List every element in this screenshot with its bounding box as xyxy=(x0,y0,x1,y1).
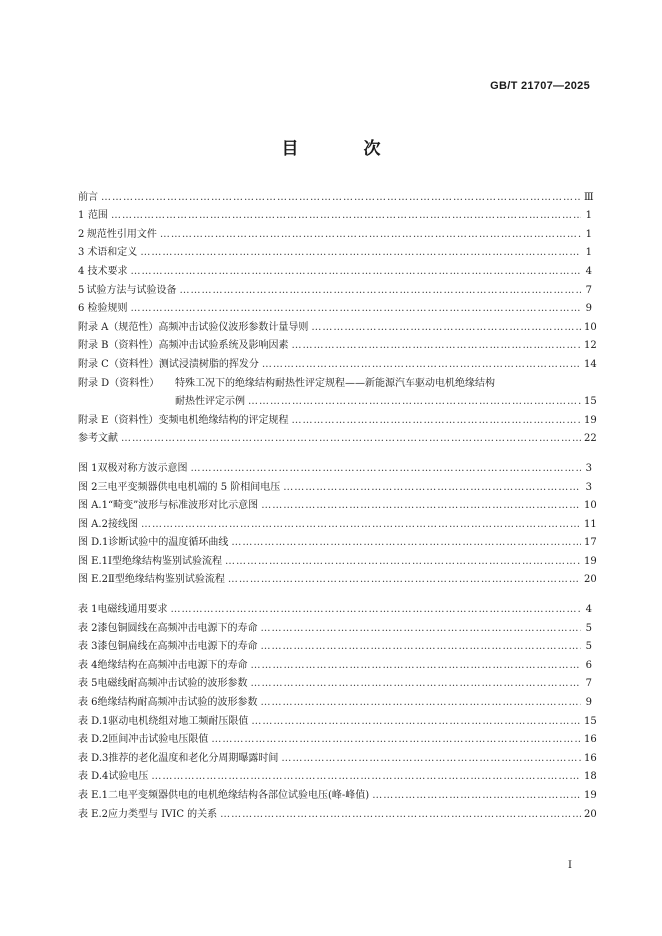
toc-entry-title: 应力类型与 IVIC 的关系 xyxy=(108,808,218,820)
table-of-contents xyxy=(78,186,597,833)
dot-leader xyxy=(283,481,581,495)
toc-entry-page: 20 xyxy=(584,808,597,820)
toc-entry-title: 高频冲击试验仪波形参数计量导则 xyxy=(158,321,309,333)
toc-entry-title: 电磁线耐高频冲击试验的波形参数 xyxy=(97,678,248,690)
toc-entry-title: 范围 xyxy=(87,210,108,222)
toc-entry[interactable] xyxy=(78,654,592,673)
toc-entry-page: Ⅲ xyxy=(584,191,594,203)
toc-entry-label: 表 E.1 xyxy=(78,790,109,801)
toc-entry-title: 绝缘结构耐高频冲击试验的波形参数 xyxy=(97,697,258,709)
toc-entry-label: 附录 A（规范性） xyxy=(78,321,159,333)
toc-entry-page: 1 xyxy=(585,210,592,222)
toc-entry[interactable] xyxy=(78,391,597,410)
dot-leader xyxy=(121,432,581,446)
dot-leader xyxy=(228,573,581,587)
toc-entry-label: 附录 E（资料性） xyxy=(78,414,159,426)
toc-entry-title: 技术要求 xyxy=(87,265,128,277)
toc-entry-title: “畸变”波形与标准波形对比示意图 xyxy=(107,500,259,512)
toc-entry[interactable] xyxy=(78,372,592,391)
toc-entry-label: 附录 C（资料性） xyxy=(78,358,159,370)
dot-leader xyxy=(292,339,581,353)
toc-entry-page: 22 xyxy=(584,433,597,445)
toc-entry[interactable] xyxy=(78,316,597,335)
toc-entry-page: 11 xyxy=(584,518,597,530)
toc-entry-title: 诊断试验中的温度循环曲线 xyxy=(108,537,229,549)
toc-entry-title: 电磁线通用要求 xyxy=(97,604,168,616)
dot-leader xyxy=(261,640,581,654)
dot-leader xyxy=(101,191,581,205)
toc-entry-page: 19 xyxy=(584,555,597,567)
toc-entry[interactable] xyxy=(78,598,592,617)
toc-entry-page: 18 xyxy=(584,771,597,783)
toc-entry[interactable] xyxy=(78,428,597,447)
toc-entry[interactable] xyxy=(78,476,592,495)
toc-entry-label: 5 xyxy=(78,284,85,296)
toc-entry-label: 表 6 xyxy=(78,697,98,709)
toc-entry[interactable] xyxy=(78,223,592,242)
standard-code: GB/T 21707—2025 xyxy=(490,80,590,92)
toc-entry[interactable] xyxy=(78,457,592,476)
dot-leader xyxy=(251,715,581,729)
toc-entry-label: 图 2 xyxy=(78,481,98,493)
toc-entry-label: 图 1 xyxy=(78,462,98,474)
toc-entry-page: 12 xyxy=(584,340,597,352)
toc-entry-title: 高频冲击试验系统及影响因素 xyxy=(158,340,289,352)
toc-entry-page: 10 xyxy=(584,500,597,512)
toc-entry-page: 5 xyxy=(585,622,592,634)
dot-leader xyxy=(225,555,581,569)
toc-entry[interactable] xyxy=(78,803,597,822)
toc-entry-page: 7 xyxy=(585,678,592,690)
toc-entry-page: 19 xyxy=(584,790,597,801)
toc-entry[interactable] xyxy=(78,569,597,588)
toc-entry[interactable] xyxy=(78,673,592,692)
toc-entry[interactable] xyxy=(78,298,592,317)
toc-entry-page: 3 xyxy=(585,462,592,474)
toc-entry-page: 17 xyxy=(584,537,597,549)
toc-entry-label: 2 xyxy=(78,228,85,240)
toc-entry-label: 4 xyxy=(78,265,85,277)
toc-entry-label: 表 5 xyxy=(78,678,98,690)
toc-entry[interactable] xyxy=(78,784,597,803)
toc-title: 目 次 xyxy=(281,139,405,159)
toc-entry-title: 接线图 xyxy=(107,518,138,530)
toc-entry[interactable] xyxy=(78,260,592,279)
toc-entry[interactable] xyxy=(78,409,597,428)
toc-entry-title: 术语和定义 xyxy=(87,247,138,259)
toc-entry-label: 图 A.1 xyxy=(78,500,108,512)
toc-entry-page: 19 xyxy=(584,414,597,426)
dot-leader xyxy=(179,284,581,298)
page-number: I xyxy=(568,860,572,871)
toc-entry-title: 特殊工况下的绝缘结构耐热性评定规程——新能源汽车驱动电机绝缘结构 xyxy=(175,377,495,389)
toc-entry[interactable] xyxy=(78,513,597,532)
toc-entry-title: 试验方法与试验设备 xyxy=(86,284,177,296)
toc-entry-label: 图 E.1 xyxy=(78,555,109,567)
toc-entry-title: 耐热性评定示例 xyxy=(175,396,245,408)
toc-entry-page: 15 xyxy=(584,396,597,408)
dot-leader xyxy=(291,414,581,428)
chapter-list xyxy=(78,186,597,446)
toc-entry[interactable] xyxy=(78,691,592,710)
toc-entry-label: 前言 xyxy=(78,191,98,203)
toc-entry[interactable] xyxy=(78,532,597,551)
toc-entry-title: 驱动电机绕组对地工频耐压限值 xyxy=(108,715,249,727)
toc-entry-page: 20 xyxy=(584,574,597,586)
toc-entry[interactable] xyxy=(78,550,597,569)
toc-entry-page: 4 xyxy=(585,604,592,616)
toc-entry-label: 表 2 xyxy=(78,622,98,634)
toc-entry[interactable] xyxy=(78,766,597,785)
dot-leader xyxy=(140,246,581,260)
toc-entry-label: 表 E.2 xyxy=(78,808,109,820)
toc-entry-page: 16 xyxy=(584,734,597,746)
toc-entry-label: 3 xyxy=(78,247,85,259)
toc-entry[interactable] xyxy=(78,205,592,224)
dot-leader xyxy=(261,696,581,710)
dot-leader xyxy=(191,462,581,476)
dot-leader xyxy=(231,536,581,550)
toc-entry-title: 规范性引用文件 xyxy=(86,228,157,240)
dot-leader xyxy=(211,733,581,747)
toc-entry-page: 1 xyxy=(585,228,592,240)
dot-leader xyxy=(281,752,581,766)
toc-entry-label: 表 D.2 xyxy=(78,734,109,746)
toc-entry-title: 匝间冲击试验电压限值 xyxy=(108,734,209,746)
toc-entry-label: 表 D.3 xyxy=(78,752,109,764)
toc-entry[interactable] xyxy=(78,186,592,205)
toc-entry-label: 1 xyxy=(78,210,85,222)
toc-entry-label: 图 A.2 xyxy=(78,518,108,530)
toc-entry-title: 检验规则 xyxy=(87,303,128,315)
toc-entry-label: 表 D.4 xyxy=(78,771,109,783)
toc-entry-label: 表 4 xyxy=(78,659,98,671)
toc-entry-label: 图 E.2 xyxy=(78,574,109,586)
toc-entry-title: 试验电压 xyxy=(108,771,149,783)
toc-entry[interactable] xyxy=(78,353,597,372)
toc-entry-title: 三电平变频器供电电机端的 5 阶相间电压 xyxy=(97,481,281,493)
toc-entry-label: 表 1 xyxy=(78,604,98,616)
toc-entry-page: 9 xyxy=(585,697,592,709)
dot-leader xyxy=(262,358,581,372)
dot-leader xyxy=(111,209,581,223)
dot-leader xyxy=(141,518,581,532)
dot-leader xyxy=(261,499,581,513)
toc-entry-label: 图 D.1 xyxy=(78,537,109,549)
dot-leader xyxy=(372,789,581,803)
toc-entry-title: 双极对称方波示意图 xyxy=(97,462,188,474)
dot-leader xyxy=(131,265,581,279)
toc-entry[interactable] xyxy=(78,617,592,636)
toc-entry-title: 变频电机绝缘结构的评定规程 xyxy=(158,414,289,426)
dot-leader xyxy=(251,677,581,691)
dot-leader xyxy=(248,395,581,409)
toc-entry[interactable] xyxy=(78,279,592,298)
dot-leader xyxy=(261,622,581,636)
dot-leader xyxy=(160,228,581,242)
dot-leader xyxy=(151,770,581,784)
table-list xyxy=(78,598,597,821)
toc-entry-title: 二电平变频器供电的电机绝缘结构各部位试验电压(峰-峰值) xyxy=(108,790,370,801)
toc-entry-label: 表 3 xyxy=(78,641,98,653)
dot-leader xyxy=(311,321,581,335)
toc-entry-title: Ⅰ型绝缘结构鉴别试验流程 xyxy=(108,555,222,567)
toc-entry[interactable] xyxy=(78,747,597,766)
toc-entry-label: 附录 B（资料性） xyxy=(78,340,159,352)
toc-entry[interactable] xyxy=(78,242,592,261)
toc-entry-page: 4 xyxy=(585,265,592,277)
toc-entry-title: Ⅱ型绝缘结构鉴别试验流程 xyxy=(108,574,225,586)
toc-entry-label: 6 xyxy=(78,303,85,315)
toc-entry-page: 14 xyxy=(584,358,597,370)
dot-leader xyxy=(131,302,581,316)
dot-leader xyxy=(251,659,581,673)
toc-entry[interactable] xyxy=(78,710,597,729)
toc-entry-title: 绝缘结构在高频冲击电源下的寿命 xyxy=(97,659,248,671)
toc-entry-label: 参考文献 xyxy=(78,433,118,445)
dot-leader xyxy=(171,603,581,617)
toc-entry-page: 9 xyxy=(585,303,592,315)
toc-entry[interactable] xyxy=(78,636,592,655)
toc-entry-title: 漆包铜圆线在高频冲击电源下的寿命 xyxy=(97,622,258,634)
toc-entry-label: 表 D.1 xyxy=(78,715,109,727)
toc-entry-page: 6 xyxy=(585,659,592,671)
toc-entry-title: 测试浸渍树脂的挥发分 xyxy=(158,358,259,370)
dot-leader xyxy=(220,808,581,822)
toc-entry-page: 7 xyxy=(585,284,592,296)
toc-entry-page: 3 xyxy=(585,481,592,493)
toc-entry-label: 附录 D（资料性） xyxy=(78,377,160,389)
toc-entry[interactable] xyxy=(78,335,597,354)
toc-entry-page: 10 xyxy=(584,321,597,333)
toc-entry-page: 16 xyxy=(584,752,597,764)
toc-entry-page: 15 xyxy=(584,715,597,727)
toc-entry-page: 5 xyxy=(585,641,592,653)
toc-entry[interactable] xyxy=(78,729,597,748)
toc-entry-title: 漆包铜扁线在高频冲击电源下的寿命 xyxy=(97,641,258,653)
toc-entry[interactable] xyxy=(78,495,597,514)
figure-list xyxy=(78,457,597,587)
toc-entry-title: 推荐的老化温度和老化分周期曝露时间 xyxy=(108,752,279,764)
toc-entry-page: 1 xyxy=(585,247,592,259)
